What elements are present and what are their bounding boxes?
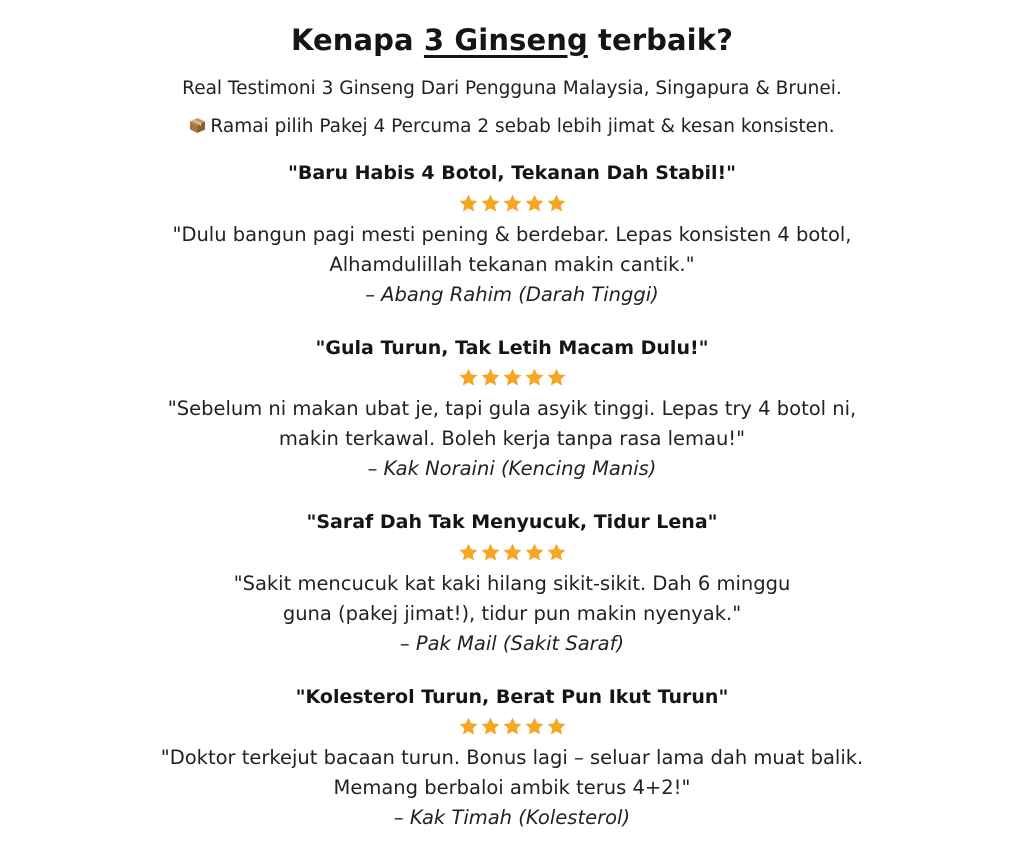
section-subtitle: Real Testimoni 3 Ginseng Dari Pengguna Malaysia, Singapura & Brunei.: [182, 78, 842, 99]
testimonial-quote-line-1: "Sebelum ni makan ubat je, tapi gula asyik tinggi. Lepas try 4 botol ni,: [167, 397, 857, 420]
testimonial-quote-line-2: Memang berbaloi ambik terus 4+2!": [333, 776, 691, 799]
star-icon: [502, 542, 523, 563]
star-rating: [458, 367, 567, 389]
testimonial-list: [0, 160, 1024, 833]
testimonial-quote: [0, 569, 1024, 629]
testimonial-quote-line-1: "Dulu bangun pagi mesti pening & berdebar. Lepas konsisten 4 botol,: [172, 222, 852, 246]
testimonial-card: [0, 509, 1024, 659]
package-note-text: Ramai pilih Pakej 4 Percuma 2 sebab lebih jimat & kesan konsisten.: [210, 116, 835, 137]
star-rating: [458, 541, 567, 563]
testimonial-title: "Baru Habis 4 Botol, Tekanan Dah Stabil!": [287, 162, 737, 184]
star-icon: [524, 193, 545, 214]
headline-prefix: Kenapa: [290, 23, 424, 57]
star-rating: [458, 716, 567, 738]
testimonial-quote-line-2: makin terkawal. Boleh kerja tanpa rasa lemau!": [278, 427, 746, 450]
testimonial-quote-line-2: guna (pakej jimat!), tidur pun makin nyenyak.": [282, 601, 742, 625]
star-icon: [480, 367, 501, 388]
testimonial-quote-line-1: "Doktor terkejut bacaan turun. Bonus lagi – seluar lama dah muat balik.: [160, 746, 864, 769]
testimonial-quote: [0, 220, 1024, 280]
star-icon: [480, 193, 501, 214]
star-icon: [546, 716, 567, 737]
star-icon: [524, 542, 545, 563]
testimonial-title: "Saraf Dah Tak Menyucuk, Tidur Lena": [306, 511, 718, 533]
star-icon: [546, 367, 567, 388]
testimonial-card: [0, 335, 1024, 485]
headline-suffix: terbaik?: [587, 23, 734, 57]
star-icon: [502, 193, 523, 214]
star-icon: [458, 367, 479, 388]
star-icon: [524, 367, 545, 388]
star-icon: [458, 542, 479, 563]
star-rating: [458, 192, 567, 214]
star-icon: [458, 716, 479, 737]
testimonial-title: "Kolesterol Turun, Berat Pun Ikut Turun": [295, 685, 729, 708]
section-headline: [0, 0, 1024, 60]
testimonial-quote-line-1: "Sakit mencucuk kat kaki hilang sikit-sikit. Dah 6 minggu: [233, 571, 791, 595]
testimonial-author: – Abang Rahim (Darah Tinggi): [365, 282, 659, 306]
star-icon: [480, 716, 501, 737]
star-icon: [502, 716, 523, 737]
star-icon: [502, 367, 523, 388]
testimonial-card: [0, 684, 1024, 834]
testimonial-author: – Pak Mail (Sakit Saraf): [399, 631, 625, 655]
star-icon: [546, 542, 567, 563]
testimonial-author: – Kak Noraini (Kencing Manis): [367, 457, 657, 480]
testimonial-quote: [0, 743, 1024, 803]
headline-underlined-product: 3 Ginseng: [423, 23, 588, 57]
testimonial-card: [0, 160, 1024, 310]
testimonial-quote-line-2: Alhamdulillah tekanan makin cantik.": [329, 252, 695, 276]
star-icon: [546, 193, 567, 214]
testimonial-quote: [0, 394, 1024, 454]
star-icon: [524, 716, 545, 737]
testimonial-title: "Gula Turun, Tak Letih Macam Dulu!": [315, 336, 709, 359]
testimonial-author: – Kak Timah (Kolesterol): [393, 806, 631, 829]
package-note: [0, 114, 1024, 140]
package-icon: [189, 116, 206, 133]
star-icon: [458, 193, 479, 214]
star-icon: [480, 542, 501, 563]
